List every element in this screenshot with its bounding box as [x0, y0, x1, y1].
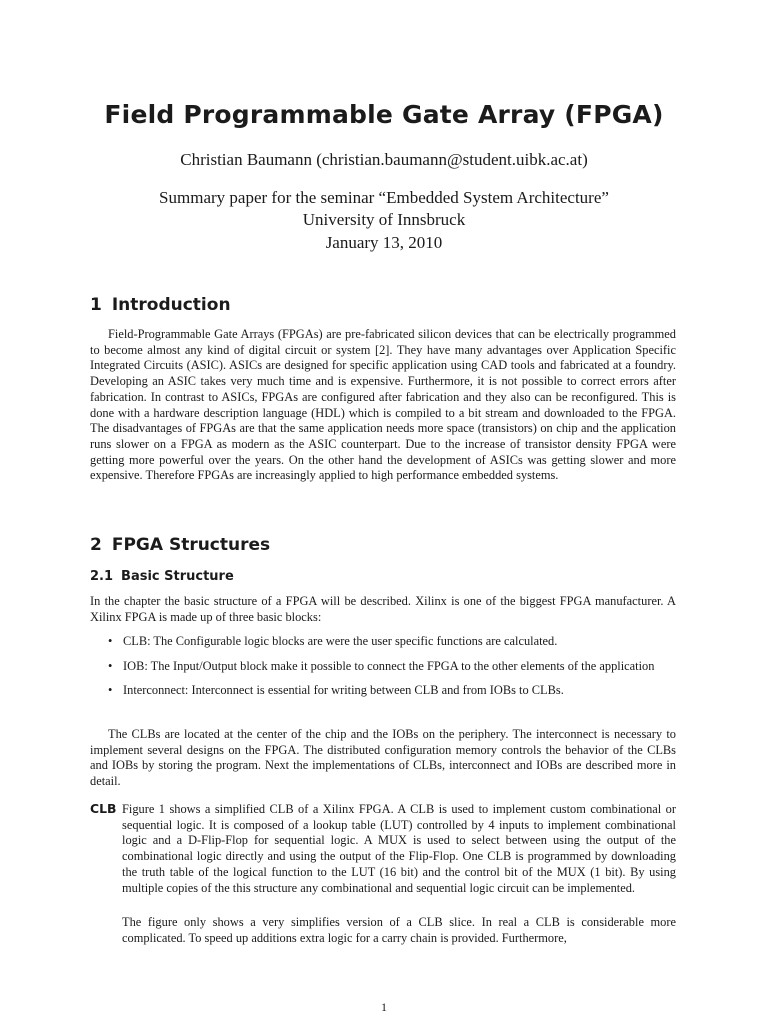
paper-date: January 13, 2010 [325, 233, 443, 252]
page-number: 1 [381, 1000, 387, 1014]
introduction-paragraph: Field-Programmable Gate Arrays (FPGAs) are pre-fabricated silicon devices that can be electrically programmed to become almost any kind of digital circuit or system [2]. They have many advantages over Application Specific Integrated Circuits (ASIC). ASICs are designed for specific application using CAD tools and fabricated at a foundry. Developing an ASIC takes very much time and is expensive. Furthermore, it is not possible to correct errors after fabrication. In contrast to ASICs, FPGAs are configured after fabrication and they also can be reconfigured. This is done with a hardware description language (HDL) which is compiled to a bit stream and downloaded to the FPGA. The disadvantages of FPGAs are that the same application needs more space (transistors) on chip and the application runs slower on a FPGA as modern as the ASIC counterpart. Due to the increase of transistor density FPGA were getting more powerful over the years. On the other hand the development of ASICs was getting slower and more expensive. Therefore FPGAs are increasingly applied to high performance embedded systems. [90, 327, 676, 483]
subsection-title: Basic Structure [121, 569, 234, 584]
clb-paragraph-label: CLB [90, 801, 117, 816]
section-number: 1 [90, 295, 102, 315]
basic-blocks-list [90, 634, 676, 708]
list-item: • IOB: The Input/Output block make it possible to connect the FPGA to the other elements of the application [90, 659, 676, 675]
paper-title: Field Programmable Gate Array (FPGA) [104, 100, 664, 129]
basic-structure-intro: In the chapter the basic structure of a FPGA will be described. Xilinx is one of the biggest FPGA manufacturer. A Xilinx FPGA is made up of three basic blocks: [90, 594, 676, 624]
section-heading-introduction [90, 295, 231, 315]
subsection-number: 2.1 [90, 569, 114, 584]
list-item: • Interconnect: Interconnect is essential for writing between CLB and from IOBs to CLBs. [90, 683, 676, 699]
subsection-heading-basic-structure [90, 569, 234, 584]
basic-structure-paragraph: The CLBs are located at the center of the chip and the IOBs on the periphery. The interconnect is necessary to implement several designs on the FPGA. The distributed configuration memory controls the behavior of the CLBs and IOBs by storing the program. Next the implementations of CLBs, interconnect and IOBs are described more in detail. [90, 727, 676, 789]
paper-subtitle: Summary paper for the seminar “Embedded System Architecture” [159, 188, 609, 207]
clb-paragraph-2: The figure only shows a very simplifies version of a CLB slice. In real a CLB is considerable more complicated. To speed up additions extra logic for a carry chain is provided. Furthermore, [122, 915, 676, 945]
paper-affiliation: University of Innsbruck [302, 210, 466, 229]
list-item: • CLB: The Configurable logic blocks are were the user specific functions are calculated. [90, 634, 676, 650]
section-title: FPGA Structures [111, 535, 271, 555]
section-heading-fpga-structures [90, 535, 270, 555]
section-title: Introduction [111, 295, 231, 315]
section-number: 2 [90, 535, 102, 555]
clb-paragraph-1: Figure 1 shows a simplified CLB of a Xilinx FPGA. A CLB is used to implement custom combinational or sequential logic. It is composed of a lookup table (LUT) controlled by 4 inputs to implement combinational logic and a D-Flip-Flop for sequential logic. A MUX is used to select between using the output of the combinational logic directly and using the output of the Flip-Flop. One CLB is programmed by downloading the truth table of the logical function to the LUT (16 bit) and the control bit of the MUX (1 bit). By using multiple copies of the this structure any combinational and sequential logic circuit can be implemented. [122, 802, 676, 895]
paper-author: Christian Baumann (christian.baumann@student.uibk.ac.at) [180, 150, 588, 169]
